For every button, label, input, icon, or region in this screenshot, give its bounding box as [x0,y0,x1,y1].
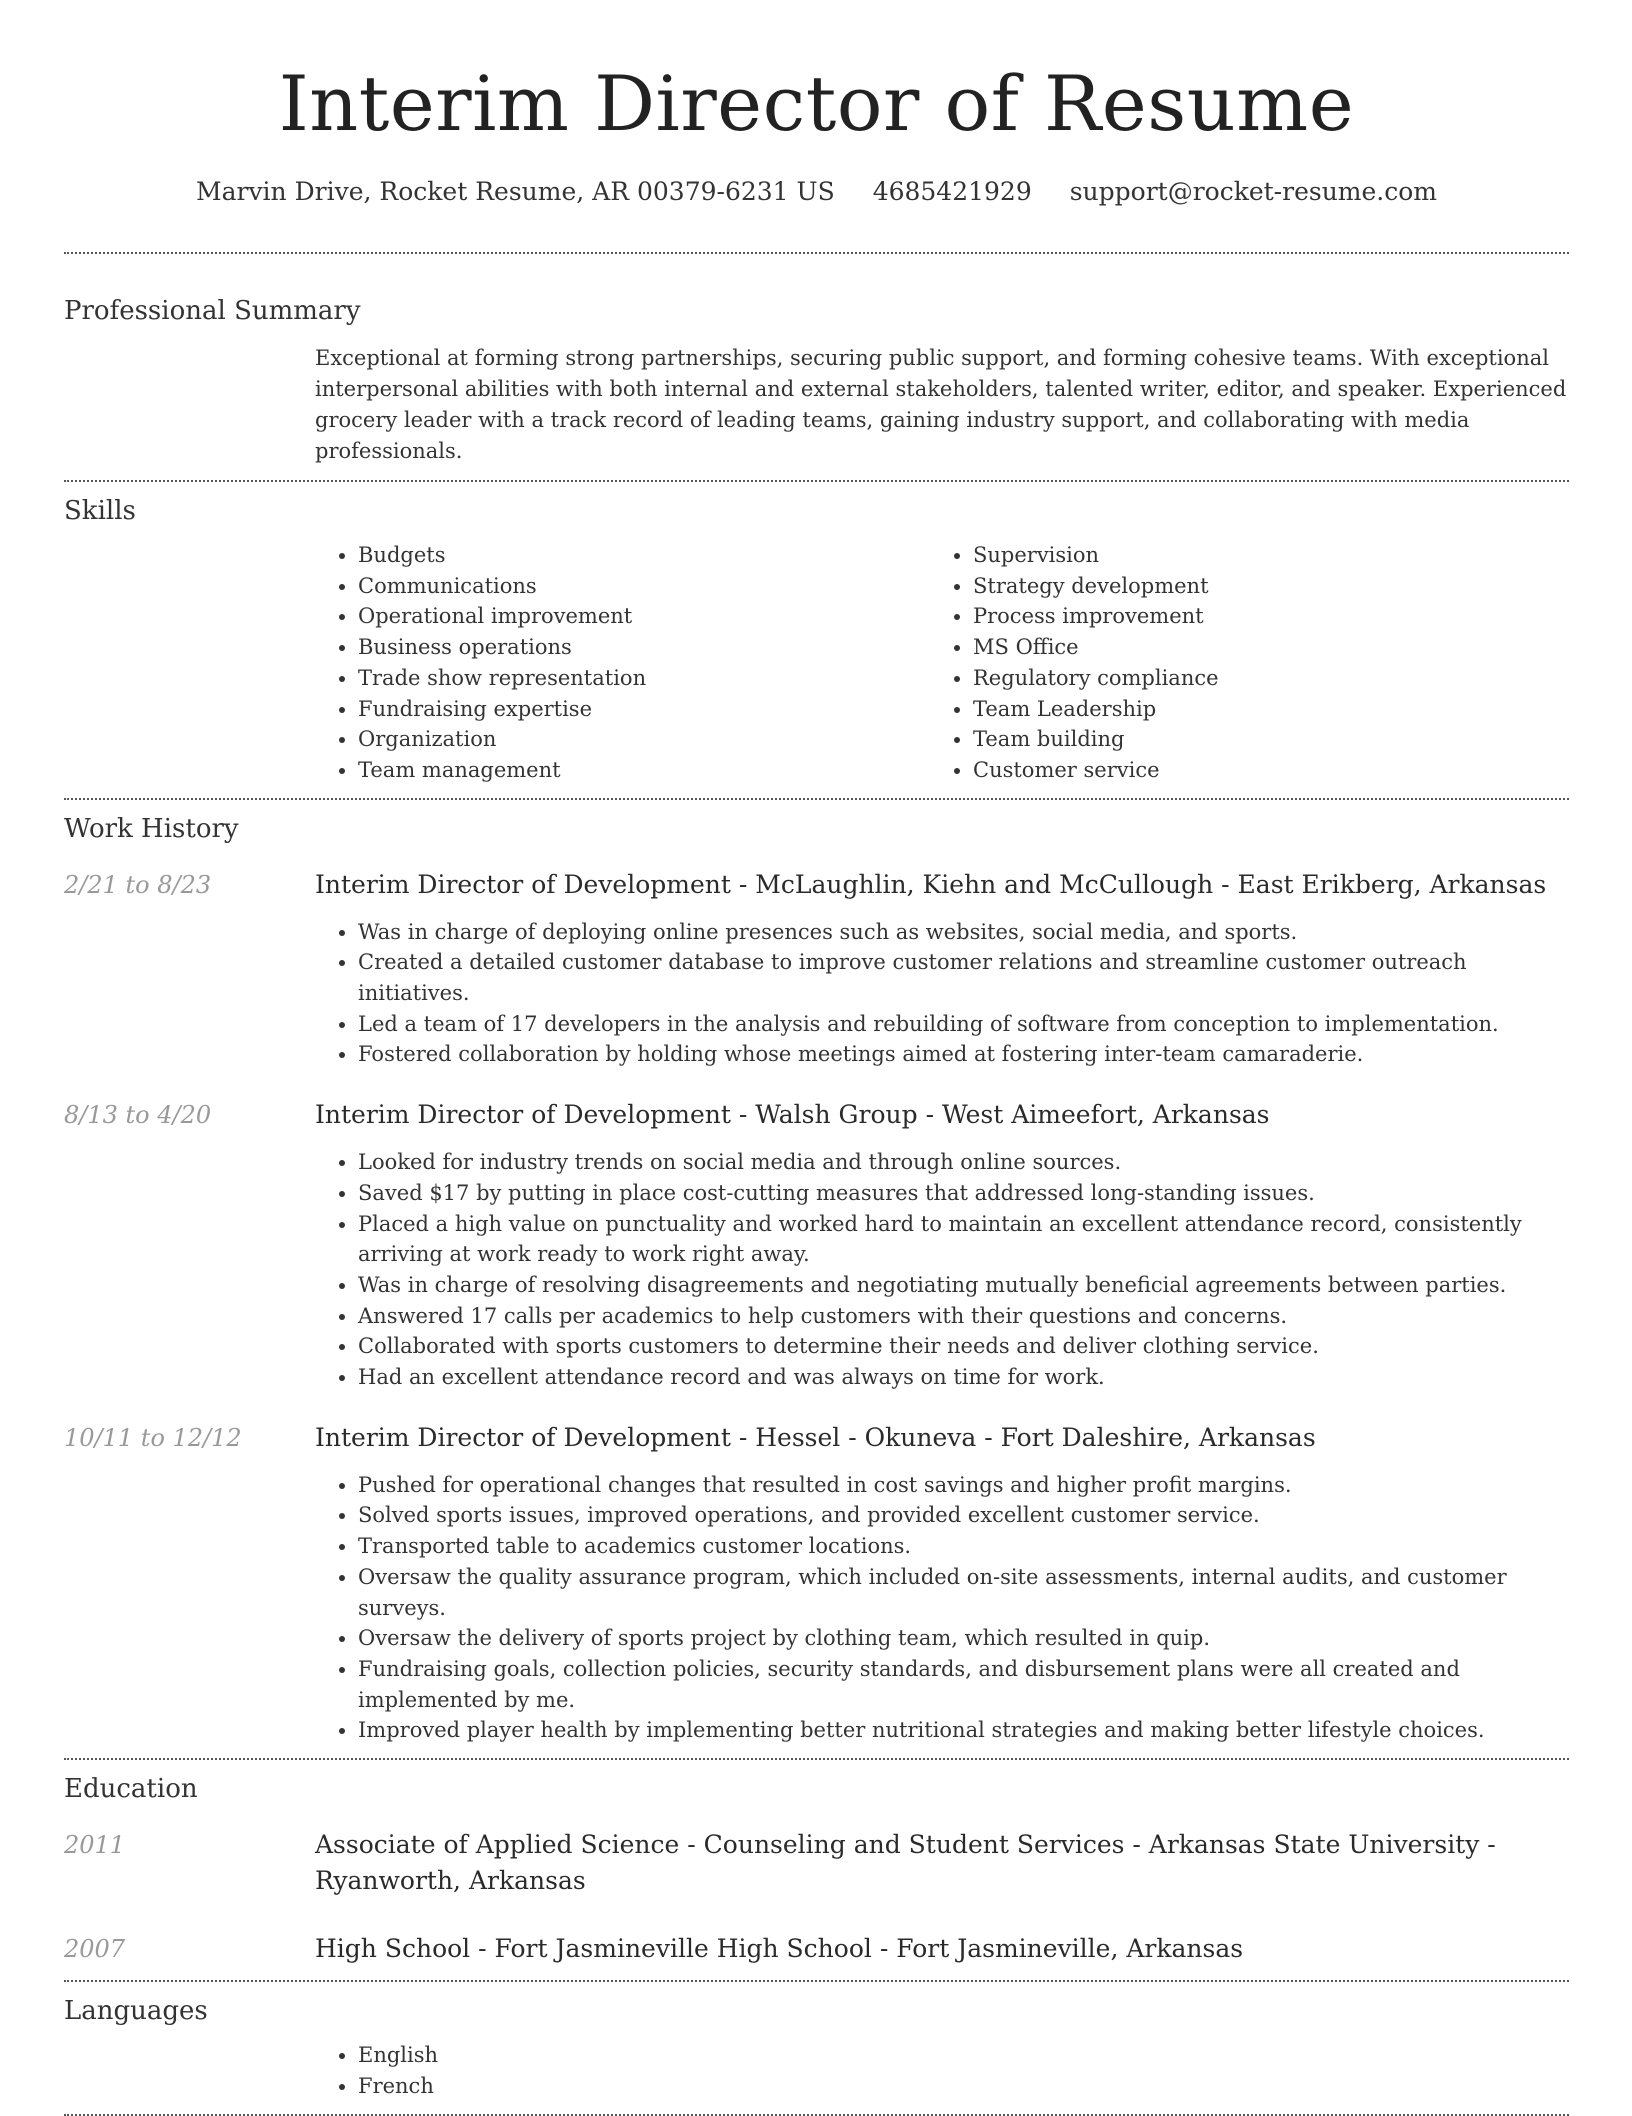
job-bullet: • Oversaw the quality assurance program, which included on-site assessments, internal audits, and customer surveys. [358,1562,1569,1623]
resume-name: Interim Director of Resume [278,59,1355,148]
education-entry [64,1931,1569,1967]
job-entry [64,1097,1569,1133]
job-bullet: • Oversaw the delivery of sports project by clothing team, which resulted in quip. [358,1623,1569,1654]
skill-item: • Business operations [358,632,930,663]
job-bullet: • Created a detailed customer database to improve customer relations and streamline customer outreach initiatives. [358,947,1569,1008]
job-date: 10/11 to 12/12 [64,1423,242,1452]
job-bullet: • Was in charge of deploying online presences such as websites, social media, and sports. [358,917,1569,948]
job-bullet: • Looked for industry trends on social media and through online sources. [358,1147,1569,1178]
contact-address: Marvin Drive, Rocket Resume, AR 00379-6231 US [195,177,835,206]
summary-text: Exceptional at forming strong partnerships, securing public support, and forming cohesive teams. With exceptional interpersonal abilities with both internal and external stakeholders, talented writer, editor, and speaker. Experienced grocery leader with a track record of leading teams, gaining industry support, and collaborating with media professionals. [315,346,1567,463]
job-bullet: • Saved $17 by putting in place cost-cutting measures that addressed long-standing issues. [358,1178,1569,1209]
job-bullet: • Pushed for operational changes that resulted in cost savings and higher profit margins. [358,1470,1569,1501]
contact-line [64,172,1569,212]
skill-item: • Fundraising expertise [358,694,930,725]
education-entry [64,1827,1569,1899]
skill-item: • Strategy development [973,571,1545,602]
job-entry [64,1420,1569,1456]
languages-title: Languages [64,1996,208,2027]
education-heading: High School - Fort Jasmineville High School - Fort Jasmineville, Arkansas [315,1934,1244,1964]
contact-email: support@rocket-resume.com [1069,177,1438,206]
language-item: • English [358,2040,1569,2071]
job-bullet: • Placed a high value on punctuality and worked hard to maintain an excellent attendance record, consistently arriving at work ready to work right away. [358,1209,1569,1270]
job-bullet: • Improved player health by implementing better nutritional strategies and making better lifestyle choices. [358,1715,1569,1746]
contact-phone: 4685421929 [872,177,1032,206]
language-item: • French [358,2071,1569,2102]
divider [64,252,1569,254]
skill-item: • Team management [358,755,930,786]
skill-item: • Trade show representation [358,663,930,694]
job-bullet: • Led a team of 17 developers in the analysis and rebuilding of software from conception to implementation. [358,1009,1569,1040]
job-bullet: • Answered 17 calls per academics to help customers with their questions and concerns. [358,1301,1569,1332]
summary-title: Professional Summary [64,296,361,326]
skill-item: • Team Leadership [973,694,1545,725]
job-heading: Interim Director of Development - McLaughlin, Kiehn and McCullough - East Erikberg, Arkansas [315,869,1547,899]
education-title: Education [64,1774,198,1805]
job-bullet: • Was in charge of resolving disagreements and negotiating mutually beneficial agreements between parties. [358,1270,1569,1301]
divider [64,1980,1569,1982]
skill-item: • Regulatory compliance [973,663,1545,694]
skills-title: Skills [64,496,136,526]
job-heading: Interim Director of Development - Hessel - Okuneva - Fort Daleshire, Arkansas [315,1422,1316,1452]
skill-item: • Organization [358,724,930,755]
skill-item: • Customer service [973,755,1545,786]
skill-item: • Communications [358,571,930,602]
education-heading: Associate of Applied Science - Counseling and Student Services - Arkansas State University - Ryanworth, Arkansas [315,1830,1496,1896]
divider [64,798,1569,800]
job-bullet: • Solved sports issues, improved operations, and provided excellent customer service. [358,1500,1569,1531]
job-bullet: • Fostered collaboration by holding whose meetings aimed at fostering inter-team camaraderie. [358,1039,1569,1070]
skill-item: • MS Office [973,632,1545,663]
skills-list [315,540,1569,786]
skill-item: • Team building [973,724,1545,755]
job-heading: Interim Director of Development - Walsh Group - West Aimeefort, Arkansas [315,1100,1270,1130]
job-bullet: • Fundraising goals, collection policies, security standards, and disbursement plans were all created and implemented by me. [358,1654,1569,1715]
skill-item: • Process improvement [973,601,1545,632]
work-history-title: Work History [64,813,239,844]
job-date: 2/21 to 8/23 [64,870,212,899]
divider [64,1758,1569,1760]
job-entry [64,867,1569,903]
skill-item: • Budgets [358,540,930,571]
skill-item: • Operational improvement [358,601,930,632]
divider [64,480,1569,482]
education-date: 2007 [64,1935,126,1964]
education-date: 2011 [64,1831,126,1860]
divider [64,2114,1569,2116]
skill-item: • Supervision [973,540,1545,571]
job-bullet: • Transported table to academics customer locations. [358,1531,1569,1562]
job-bullet: • Had an excellent attendance record and was always on time for work. [358,1362,1569,1393]
job-bullet: • Collaborated with sports customers to determine their needs and deliver clothing service. [358,1331,1569,1362]
job-date: 8/13 to 4/20 [64,1101,212,1130]
resume-page [64,0,1569,2116]
